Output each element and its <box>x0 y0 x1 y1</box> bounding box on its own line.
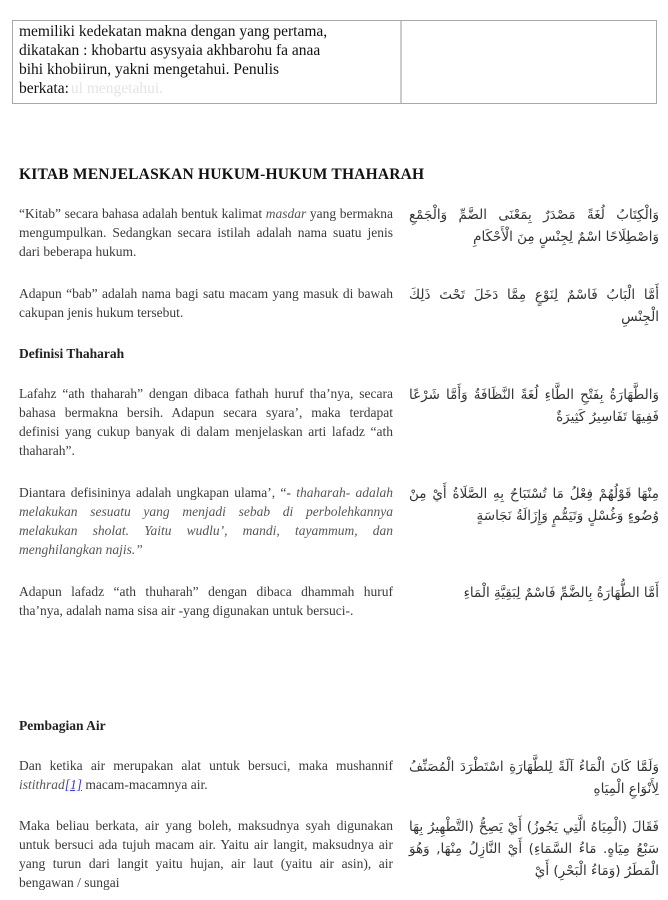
continuation-table <box>12 20 657 104</box>
indonesian-text: Adapun lafadz “ath thuharah” dengan dibaca dhammah huruf tha’nya, adalah nama sisa air -yang digunakan untuk bersuci-. <box>19 584 393 618</box>
italic-term: masdar <box>265 206 307 221</box>
table-line <box>19 79 394 98</box>
section-heading: KITAB MENJELASKAN HUKUM-HUKUM THAHARAH <box>19 166 425 183</box>
table-line: memiliki kedekatan makna dengan yang pertama, <box>19 23 328 40</box>
italic-quote: thaharah- adalah melakukan sesuatu yang menjadi sebab di perbolehkannya melakukan sholat. Yaitu wudlu’, mandi, tayammum, dan menghilangkan najis.” <box>19 485 393 557</box>
indonesian-text: Maka beliau berkata, air yang boleh, maksudnya syah digunakan untuk bersuci ada tujuh macam air. Yaitu air langit, maksudnya air yang turun dari langit yaitu hujan, air laut (yaitu air asin), air bengawan / sungai <box>19 818 393 890</box>
arabic-text: وَلَمَّا كَانَ الْمَاءُ آلَةً لِلطَّهَارَةِ اسْتَطْرَدَ الْمُصَنِّفُ لِأَنْوَاعِ الْمِيَاهِ <box>409 759 659 797</box>
table-line: bihi khobiirun, yakni mengetahui. Penulis <box>19 61 280 78</box>
arabic-text: فَقَالَ (الْمِيَاهُ الَّتِي يَجُوزُ) أَيْ يَصِحُّ (التَّطْهِيرُ بِهَا سَبْعُ مِيَاهٍ. مَاءُ السَّمَاءِ) أَيْ النَّازِلُ مِنْهَا, وَهُوَ الْمَطَرُ (وَمَاءُ الْبَحْرِ) أَيْ <box>409 819 659 879</box>
faded-text: ul mengetahui. <box>70 80 164 97</box>
arabic-text: مِنْهَا قَوْلُهُمْ فِعْلُ مَا تُسْتَبَاحُ بِهِ الصَّلَاةُ أَيْ مِنْ وُضُوءٍ وَغُسْلٍ وَتَيَمُّمٍ وَإِزَالَةُ نَجَاسَةٍ <box>409 486 659 524</box>
text-part: macam-macamnya air. <box>82 777 208 792</box>
paragraph-row-definisi-1 <box>19 384 659 460</box>
indonesian-text <box>19 756 393 800</box>
paragraph-row-kitab <box>19 204 659 261</box>
italic-term: istithrad <box>19 777 65 792</box>
paragraph-row-pembagian-2 <box>19 816 659 892</box>
arabic-text: أَمَّا الطُّهَارَةُ بِالضَّمِّ فَاسْمٌ لِبَقِيَّةِ الْمَاءِ <box>463 585 659 601</box>
table-cell-left <box>13 21 402 103</box>
paragraph-row-definisi-2 <box>19 483 659 559</box>
text-part: “Kitab” secara bahasa adalah bentuk kalimat <box>19 206 266 221</box>
paragraph-row-definisi-3 <box>19 582 659 620</box>
table-line: dikatakan : khobartu asysyaia akhbarohu fa anaa <box>19 42 321 59</box>
indonesian-text: Adapun “bab” adalah nama bagi satu macam yang masuk di bawah cakupan jenis hukum tersebut. <box>19 286 393 320</box>
footnote-link[interactable]: [1] <box>64 777 83 792</box>
text-part: Diantara defisininya adalah ungkapan ulama’, “- <box>19 485 297 500</box>
arabic-text: أَمَّا الْبَابُ فَاسْمٌ لِنَوْعٍ مِمَّا دَخَلَ تَحْتَ ذَلِكَ الْجِنْسِ <box>409 287 659 325</box>
arabic-text: وَالطَّهَارَةُ بِفَتْحِ الطَّاءِ لُغَةً النَّظَافَةُ وَأَمَّا شَرْعًا فَفِيهَا تَفَاسِيرُ كَثِيرَةٌ <box>409 387 659 425</box>
arabic-text: وَالْكِتَابُ لُغَةً مَصْدَرٌ بِمَعْنَى الضَّمِّ وَالْجَمْعِ وَاصْطِلَاحًا اسْمٌ لِجِنْسٍ مِنَ الْأَحْكَامِ <box>409 207 659 245</box>
indonesian-text <box>19 204 393 261</box>
table-cell-right <box>402 21 656 103</box>
table-line-text: berkata: <box>19 80 69 97</box>
indonesian-text: Lafahz “ath thaharah” dengan dibaca fathah huruf tha’nya, secara bahasa bermakna bersih. Adapun secara syara’, maka terdapat definisi yang cukup banyak di dalam menjelaskan arti lafadz “ath thaharah”. <box>19 386 393 458</box>
indonesian-text <box>19 483 393 559</box>
subheading-pembagian-air: Pembagian Air <box>19 718 106 733</box>
subheading-definisi: Definisi Thaharah <box>19 346 125 361</box>
paragraph-row-pembagian-1 <box>19 756 659 800</box>
text-part: yang bermakna mengumpulkan. Sedangkan secara istilah adalah nama suatu jenis dari beberapa hukum. <box>19 206 393 259</box>
text-part: Dan ketika air merupakan alat untuk bersuci, maka mushannif <box>19 758 393 773</box>
paragraph-row-bab <box>19 284 659 328</box>
